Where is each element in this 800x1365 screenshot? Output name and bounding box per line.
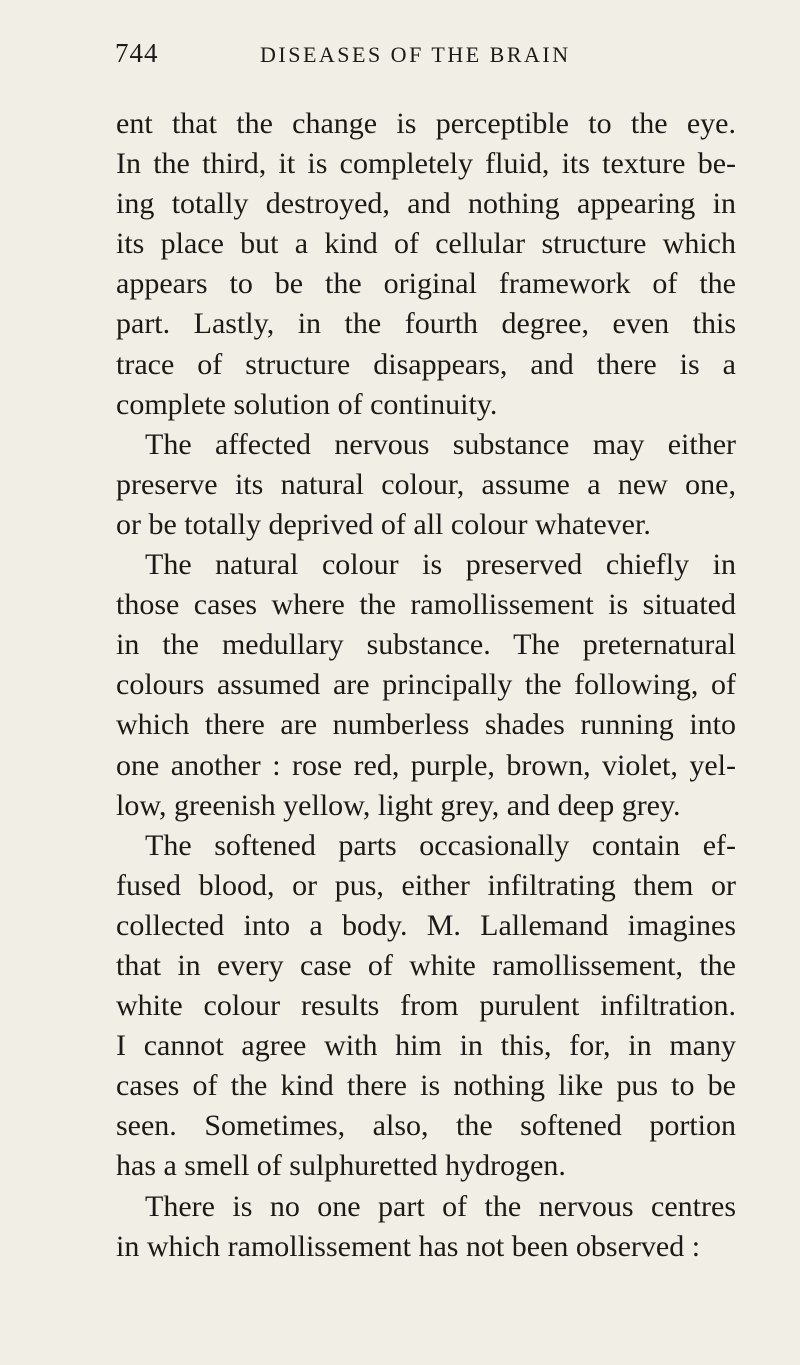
text-line: its place but a kind of cellular structure which (116, 227, 736, 261)
text-line: In the third, it is completely fluid, its texture be- (116, 147, 736, 181)
text-line: has a smell of sulphuretted hydrogen. (116, 1149, 566, 1183)
text-line: trace of structure disappears, and there is a (116, 347, 736, 381)
text-line: preserve its natural colour, assume a new one, (116, 467, 736, 501)
text-line: those cases where the ramollissement is situated (116, 588, 736, 622)
text-line: seen. Sometimes, also, the softened portion (116, 1109, 736, 1143)
text-line: colours assumed are principally the following, of (116, 668, 736, 702)
text-line: one another : rose red, purple, brown, violet, yel- (116, 748, 736, 782)
text-line: low, greenish yellow, light grey, and deep grey. (116, 788, 681, 822)
running-head-title: DISEASES OF THE BRAIN (260, 42, 571, 67)
text-line: or be totally deprived of all colour whatever. (116, 507, 651, 541)
text-line: The affected nervous substance may either (145, 427, 736, 461)
text-line: I cannot agree with him in this, for, in many (116, 1029, 736, 1063)
text-line: that in every case of white ramollissement, the (116, 948, 736, 982)
text-line: white colour results from purulent infiltration. (116, 989, 736, 1023)
page-number: 744 (115, 38, 159, 68)
text-line: The natural colour is preserved chiefly in (145, 548, 736, 582)
text-line: ing totally destroyed, and nothing appearing in (116, 187, 736, 221)
text-line: appears to be the original framework of the (116, 267, 736, 301)
text-line: There is no one part of the nervous centres (145, 1189, 736, 1223)
text-line: complete solution of continuity. (116, 387, 498, 421)
text-line: The softened parts occasionally contain ef- (145, 828, 736, 862)
text-line: cases of the kind there is nothing like pus to be (116, 1069, 736, 1103)
text-line: part. Lastly, in the fourth degree, even this (116, 307, 736, 341)
text-line: in which ramollissement has not been observed : (116, 1229, 701, 1263)
text-line: in the medullary substance. The preternatural (116, 628, 736, 662)
text-line: which there are numberless shades running into (116, 708, 736, 742)
body-text (116, 104, 736, 1267)
running-head (115, 38, 735, 78)
text-line: collected into a body. M. Lallemand imagines (116, 908, 736, 942)
text-line: ent that the change is perceptible to the eye. (116, 107, 736, 140)
text-line: fused blood, or pus, either infiltrating them or (116, 868, 736, 902)
